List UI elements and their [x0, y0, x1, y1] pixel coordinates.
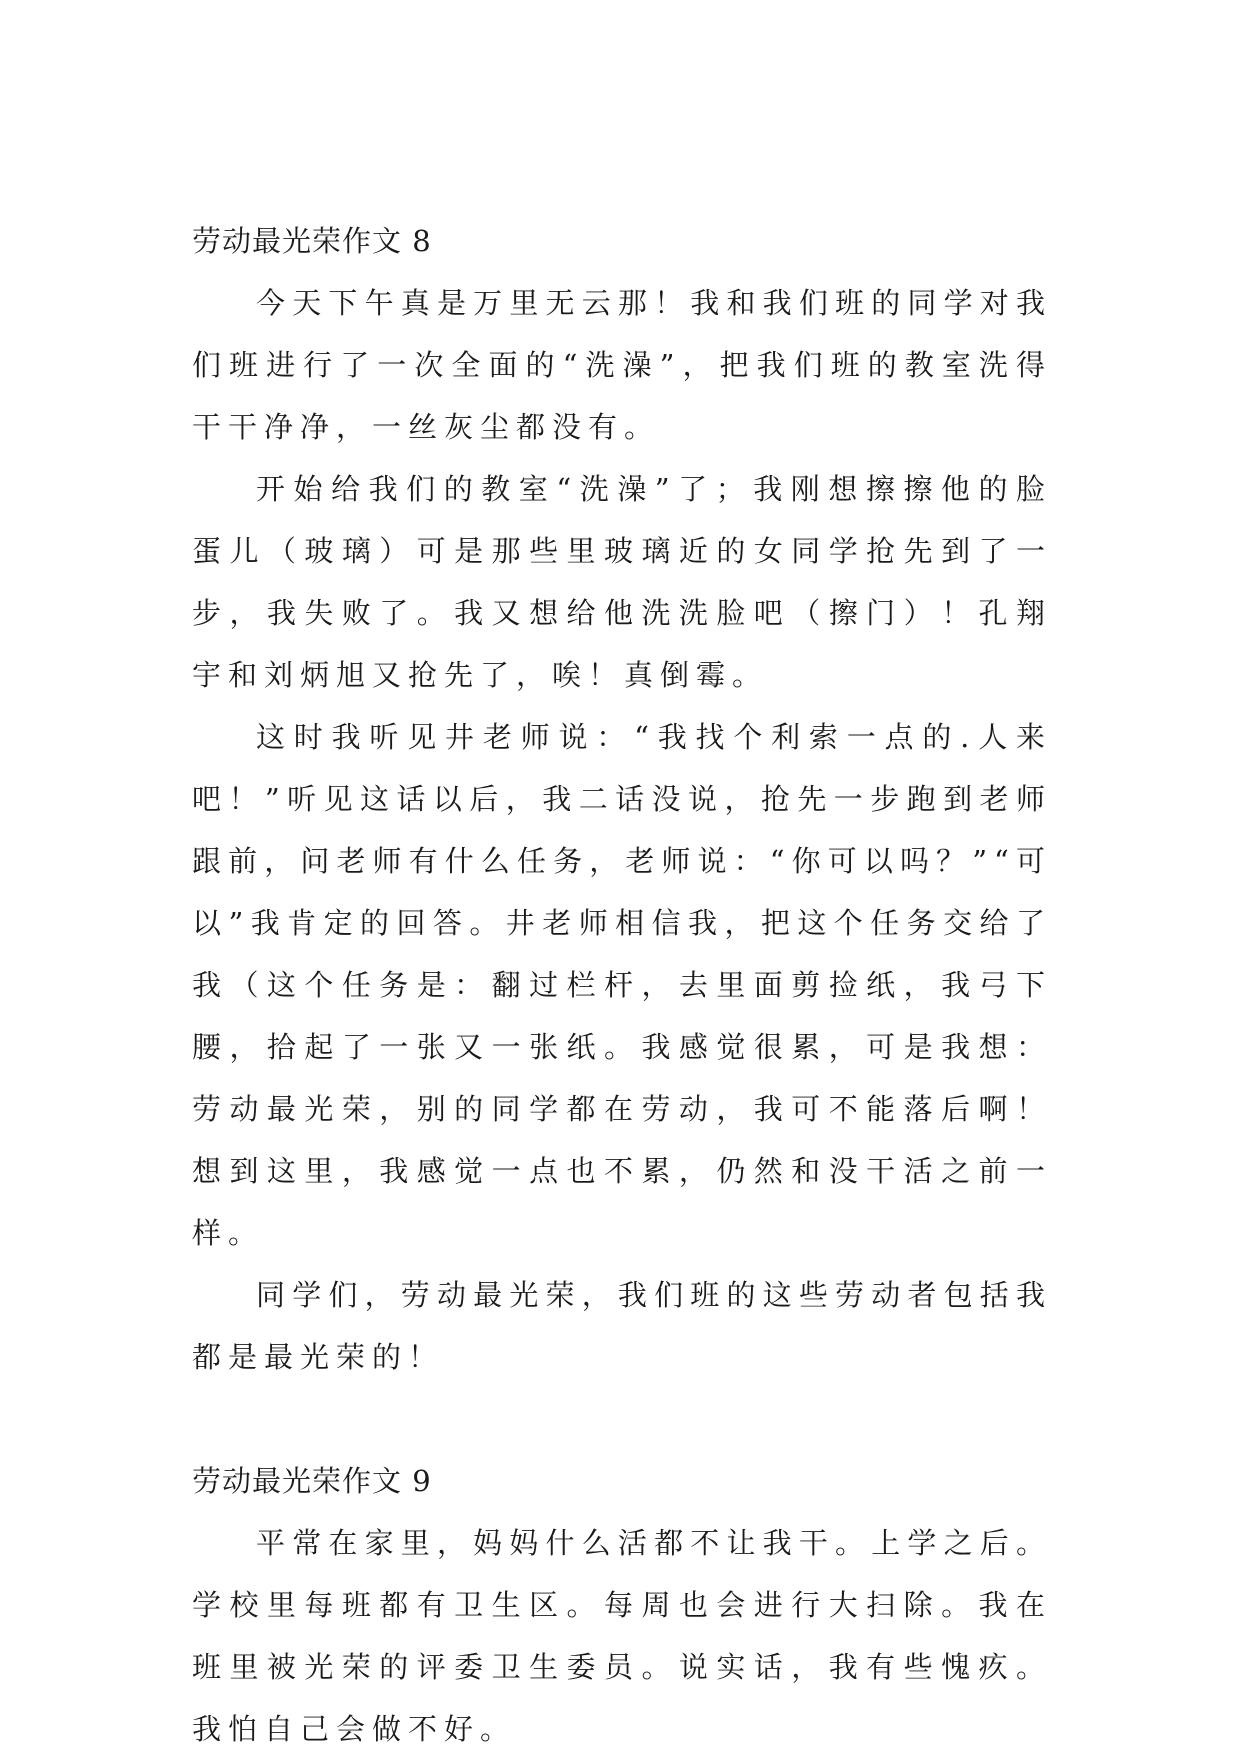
paragraph: 开始给我们的教室“洗澡”了；我刚想擦擦他的脸蛋儿（玻璃）可是那些里玻璃近的女同学抢先到了一步，我失败了。我又想给他洗洗脸吧（擦门）！孔翔宇和刘炳旭又抢先了，唉！真倒霉。 — [192, 472, 1052, 692]
section-spacer — [192, 1388, 1052, 1450]
essay-section-9 — [192, 1450, 1052, 1760]
paragraph: 今天下午真是万里无云那！我和我们班的同学对我们班进行了一次全面的“洗澡”，把我们班的教室洗得干干净净，一丝灰尘都没有。 — [192, 286, 1052, 444]
paragraph: 这时我听见井老师说：“我找个利索一点的.人来吧！”听见这话以后，我二话没说，抢先一步跑到老师跟前，问老师有什么任务，老师说：“你可以吗？”“可以”我肯定的回答。井老师相信我，把这个任务交给了我（这个任务是：翻过栏杆，去里面剪捡纸，我弓下腰，拾起了一张又一张纸。我感觉很累，可是我想：劳动最光荣，别的同学都在劳动，我可不能落后啊！想到这里，我感觉一点也不累，仍然和没干活之前一样。 — [192, 720, 1052, 1250]
document-page — [192, 210, 1052, 1760]
paragraph: 同学们，劳动最光荣，我们班的这些劳动者包括我都是最光荣的！ — [192, 1278, 1052, 1374]
paragraph: 平常在家里，妈妈什么活都不让我干。上学之后。学校里每班都有卫生区。每周也会进行大扫除。我在班里被光荣的评委卫生委员。说实话，我有些愧疚。我怕自己会做不好。 — [192, 1526, 1052, 1746]
section-title: 劳动最光荣作文 9 — [192, 1464, 432, 1498]
section-title: 劳动最光荣作文 8 — [192, 224, 432, 258]
essay-section-8 — [192, 210, 1052, 1388]
